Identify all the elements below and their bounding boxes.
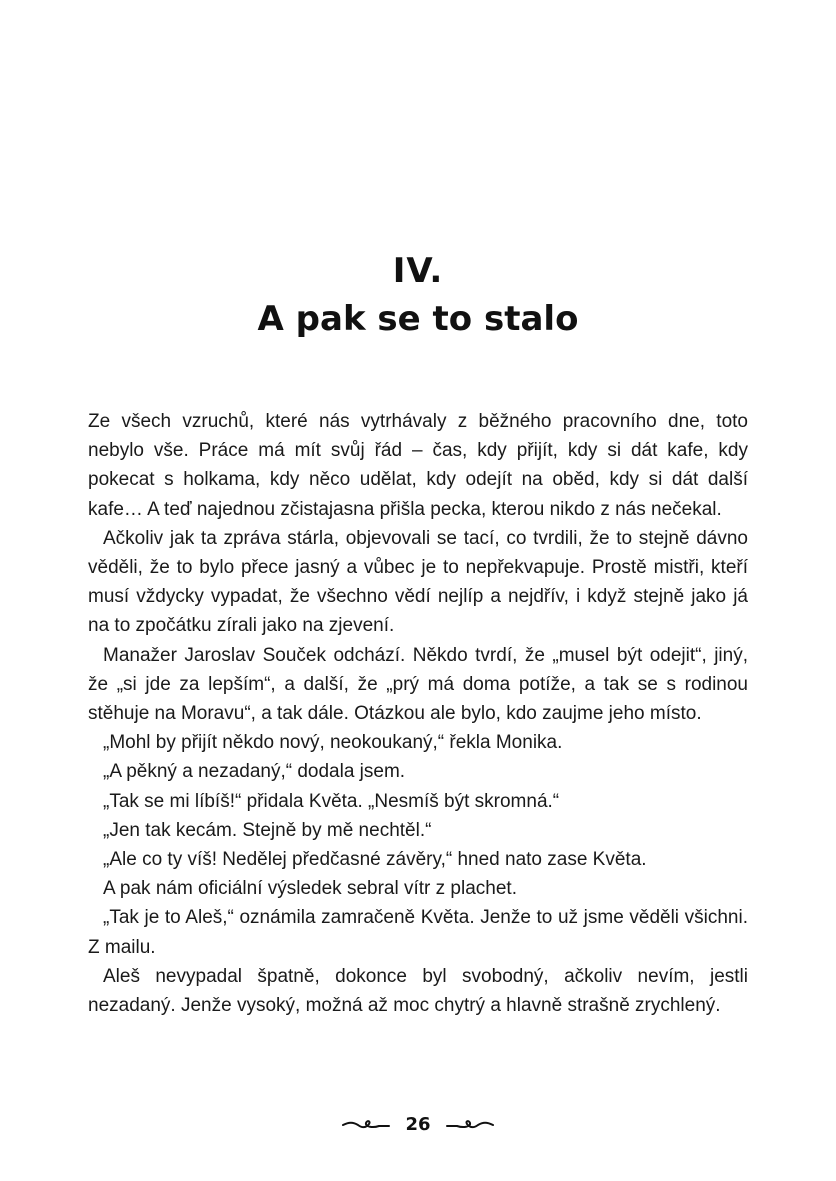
paragraph: Manažer Jaroslav Souček odchází. Někdo tvrdí, že „musel být odejit“, jiný, že „si jde za lepším“, a další, že „prý má doma potíže, a tak se s rodinou stěhuje na Moravu“, a tak dále. Otázkou ale bylo, kdo zaujme jeho místo. [88, 644, 748, 725]
dialogue-line: „Tak je to Aleš,“ oznámila zamračeně Květa. Jenže to už jsme věděli všichni. Z mailu. [88, 907, 748, 958]
dialogue-line: „Jen tak kecám. Stejně by mě nechtěl.“ [103, 819, 432, 841]
chapter-title: A pak se to stalo [257, 299, 579, 339]
paragraph: Ačkoliv jak ta zpráva stárla, objevovali se tací, co tvrdili, že to stejně dávno věděli, že to bylo přece jasný a vůbec je to nepřekvapuje. Prostě mistři, kteří musí vždycky vypadat, že všechno vědí nejlíp a nejdřív, i když stejně jako já na to zpočátku zírali jako na zjevení. [88, 527, 748, 637]
right-swash-ornament-icon [445, 1118, 495, 1132]
body-text [88, 407, 748, 1020]
chapter-heading [0, 248, 836, 342]
left-swash-ornament-icon [341, 1118, 391, 1132]
page-number: 26 [405, 1114, 431, 1135]
paragraph: Ze všech vzruchů, které nás vytrhávaly z běžného pracovního dne, toto nebylo vše. Práce má mít svůj řád – čas, kdy přijít, kdy si dát kafe, kdy pokecat s holkama, kdy něco udělat, kdy odejít na oběd, kdy si dát další kafe… A teď najednou zčistajasna přišla pecka, kterou nikdo z nás nečekal. [88, 411, 748, 520]
paragraph: A pak nám oficiální výsledek sebral vítr z plachet. [103, 878, 517, 900]
dialogue-line: „Mohl by přijít někdo nový, neokoukaný,“ řekla Monika. [103, 732, 563, 754]
dialogue-line: „A pěkný a nezadaný,“ dodala jsem. [103, 761, 406, 783]
chapter-number: IV. [392, 251, 444, 291]
paragraph: Aleš nevypadal špatně, dokonce byl svobodný, ačkoliv nevím, jestli nezadaný. Jenže vysoký, možná až moc chytrý a hlavně strašně zrychlený. [88, 965, 748, 1017]
dialogue-line: „Tak se mi líbíš!“ přidala Květa. „Nesmíš být skromná.“ [103, 790, 560, 812]
page-footer [0, 1113, 836, 1137]
dialogue-line: „Ale co ty víš! Nedělej předčasné závěry,“ hned nato zase Květa. [103, 849, 647, 871]
